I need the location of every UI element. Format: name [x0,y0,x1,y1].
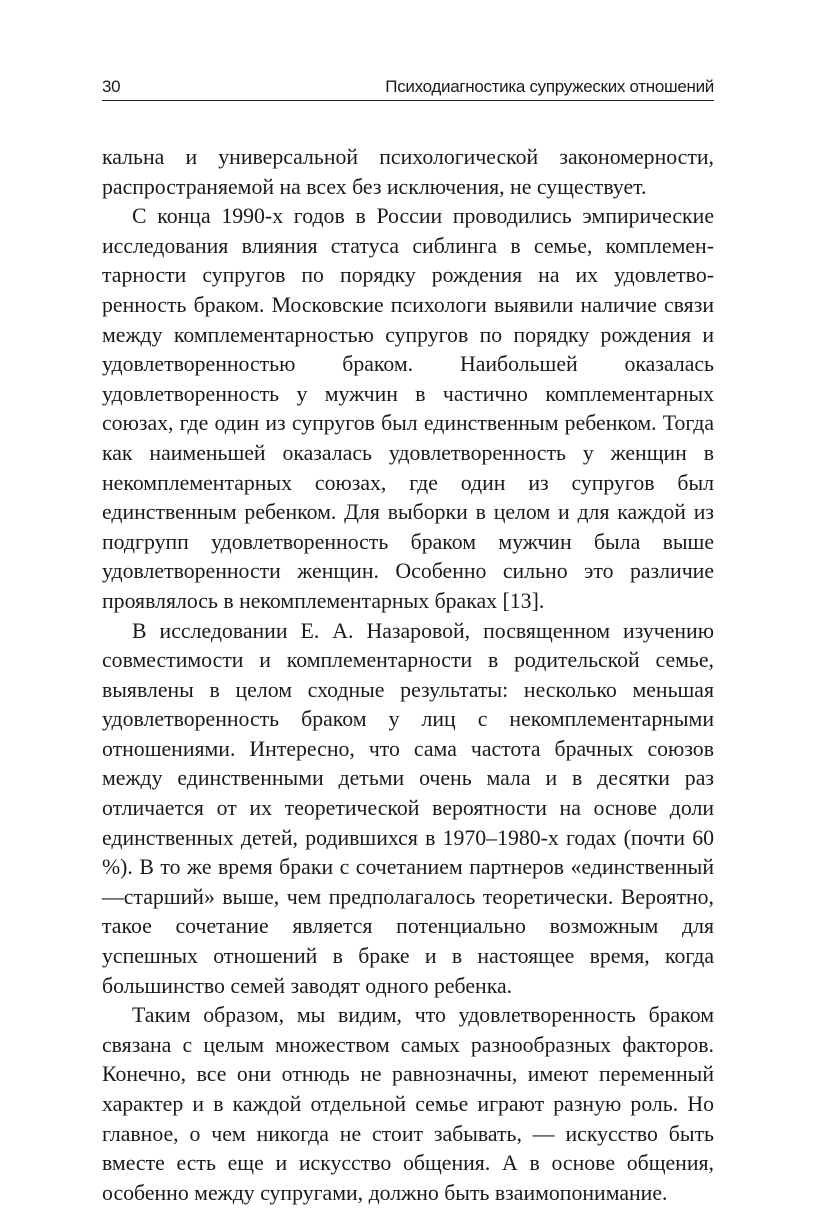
page-number: 30 [102,77,121,96]
running-title: Психодиагностика супружеских отношений [385,77,714,96]
page-header [102,74,714,101]
paragraph-conclusion: Таким образом, мы видим, что удовлетворенность браком связана с целым множеством самых разнообразных факторов. Конечно, все они отнюдь не равнозначны, имеют переменный характер и в каждой отдельной семье играют разную роль. Но главное, о чем никогда не стоит забывать, — искусство быть вместе есть еще и искусство общения. А в основе общения, особенно между супругами, должно быть взаимопонимание. [102,1003,714,1205]
paragraph-sibling-research: С конца 1990-х годов в России проводились эмпирические исследования влияния статуса сиблинга в семье, комплементарности супругов по порядку рождения на их удовлетворенность браком. Московские психологи выявили наличие связи между комплементарностью супругов по порядку рождения и удовлетворенностью браком. Наибольшей оказалась удовлетворенность у мужчин в частично комплементарных союзах, где один из супругов был единственным ребенком. Тогда как наименьшей оказалась удовлетворенность у женщин в некомплементарных союзах, где один из супругов был единственным ребенком. Для выборки в целом и для каждой из подгрупп удовлетворенность браком мужчин была выше удовлетворенности женщин. Особенно сильно это различие проявлялось в некомплементарных браках [13]. [102,204,714,613]
paragraph-continuation: кальна и универсальной психологической закономерности, распространяемой на всех без исключения, не существует. [102,145,714,199]
paragraph-nazarova-study: В исследовании Е. А. Назаровой, посвященном изучению совместимости и комплементарности в родительской семье, выявлены в целом сходные результаты: несколько меньшая удовлетворенность браком у лиц с некомплементарными отношениями. Интересно, что сама частота брачных союзов между единственными детьми очень мала и в десятки раз отличается от их теоретической вероятности на основе доли единственных детей, родившихся в 1970–1980-х годах (почти 60 %). В то же время браки с сочетанием партнеров «единственный—старший» выше, чем предполагалось теоретически. Вероятно, такое сочетание является потенциально возможным для успешных отношений в браке и в настоящее время, когда большинство семей заводят одного ребенка. [102,618,714,998]
body-text [102,143,714,1208]
